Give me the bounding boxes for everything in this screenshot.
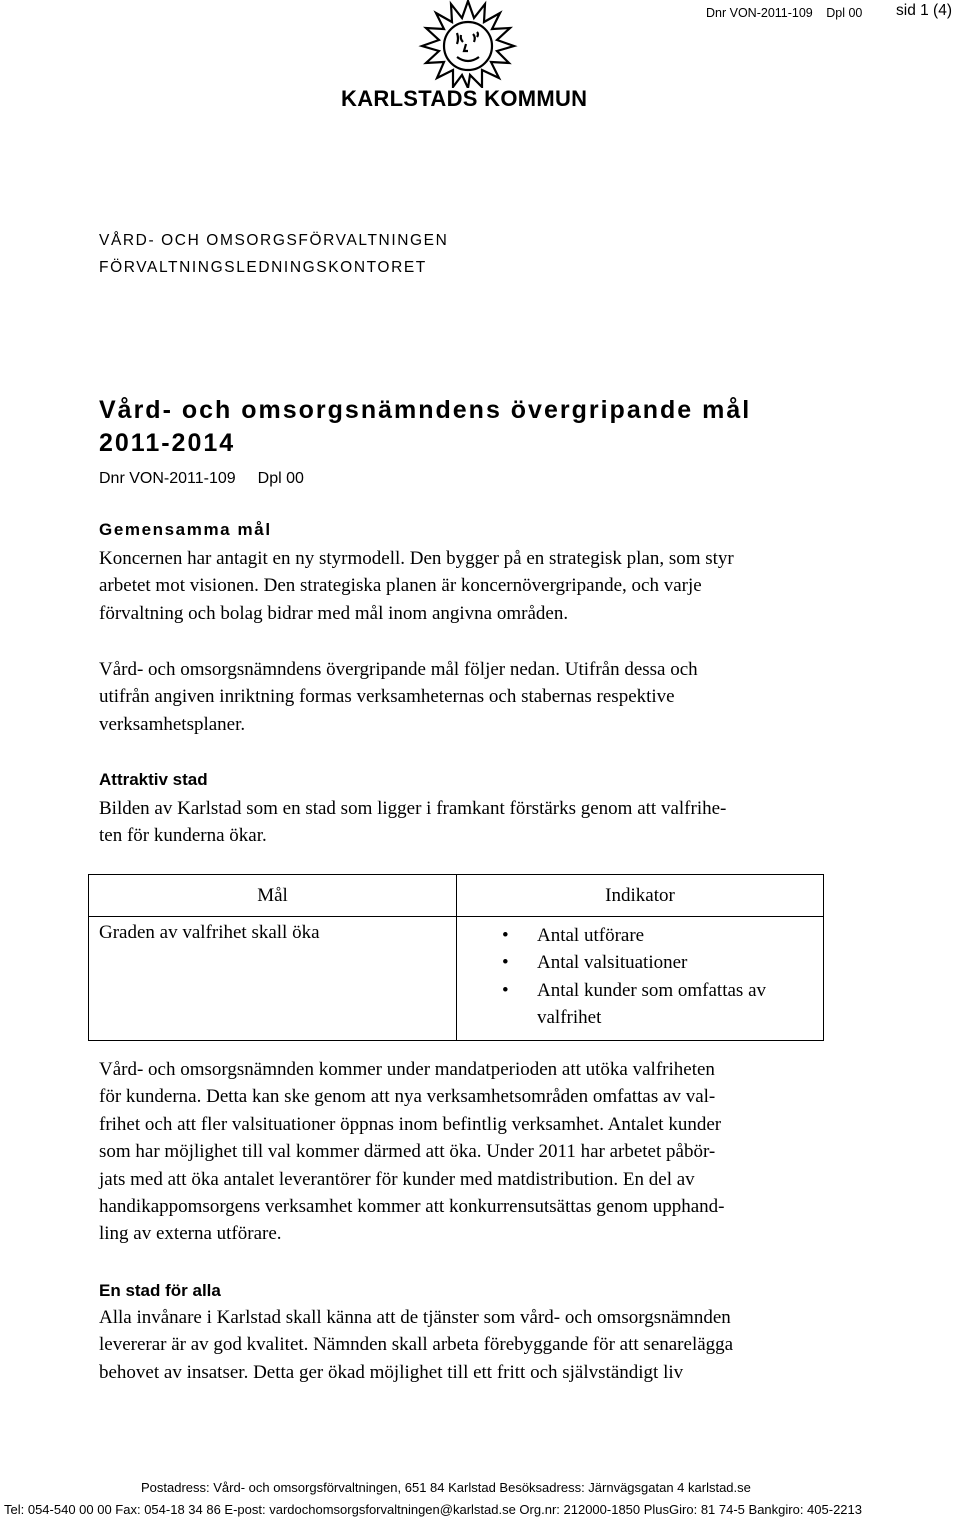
text-line: handikappomsorgens verksamhet kommer att konkurrensutsättas genom upphand-	[99, 1196, 725, 1218]
text-line: förvaltning och bolag bidrar med mål inom angivna områden.	[99, 602, 569, 624]
logo-wordmark: KARLSTADS KOMMUN	[341, 86, 588, 111]
text-line: verksamhetsplaner.	[99, 713, 246, 735]
footer-address: Postadress: Vård- och omsorgsförvaltningen, 651 84 Karlstad Besöksadress: Järnvägsgatan 4 karlstad.se	[141, 1480, 751, 1495]
indicator-text: Antal valsituationer	[537, 952, 688, 974]
list-item	[457, 922, 823, 949]
indicator-text: Antal utförare	[537, 925, 645, 946]
text-line: jats med att öka antalet leverantörer för kunder med matdistribution. En del av	[99, 1168, 695, 1190]
text-line: arbetet mot visionen. Den strategiska planen är koncernövergripande, och varje	[99, 575, 702, 597]
header-dpl: Dpl 00	[826, 6, 863, 20]
column-header-indikator: Indikator	[457, 875, 824, 917]
paragraph-valfrihet	[99, 795, 819, 850]
bullet-icon: •	[502, 952, 509, 974]
text-line: frihet och att fler valsituationer öppnas inom befintlig verksamhet. Antalet kunder	[99, 1113, 722, 1135]
goal-indicator-table	[88, 874, 824, 1041]
text-line: Bilden av Karlstad som en stad som ligger i framkant förstärks genom att valfrihe-	[99, 798, 727, 819]
table-row	[89, 917, 824, 1041]
sun-logo-icon	[413, 0, 523, 88]
document-reference	[99, 470, 304, 488]
text-line: behovet av insatser. Detta ger ökad möjlighet till ett fritt och självständigt liv	[99, 1361, 684, 1383]
list-item	[457, 977, 823, 1032]
paragraph-mandatperioden	[99, 1056, 819, 1248]
department-name: VÅRD- OCH OMSORGSFÖRVALTNINGEN	[99, 232, 449, 249]
text-line: ling av externa utförare.	[99, 1223, 282, 1245]
paragraph-overgripande-mal	[99, 656, 819, 738]
indicator-cell	[457, 917, 824, 1041]
table-header-row	[89, 875, 824, 917]
heading-gemensamma-mal: Gemensamma mål	[99, 520, 272, 539]
list-item	[457, 949, 823, 976]
text-line: för kunderna. Detta kan ske genom att nya verksamhetsområden omfattas av val-	[99, 1086, 716, 1108]
text-line: utifrån angiven inriktning formas verksamheternas och stabernas respektive	[99, 686, 675, 708]
document-title-period: 2011-2014	[99, 429, 236, 457]
column-header-mal: Mål	[89, 875, 457, 917]
text-line: Koncernen har antagit en ny styrmodell. Den bygger på en strategisk plan, som styr	[99, 548, 734, 569]
heading-attraktiv-stad: Attraktiv stad	[99, 770, 208, 789]
indicator-text: valfrihet	[537, 1007, 602, 1029]
text-line: ten för kunderna ökar.	[99, 825, 267, 847]
text-line: levererar är av god kvalitet. Nämnden skall arbeta förebyggande för att senarelägga	[99, 1334, 734, 1356]
document-title: Vård- och omsorgsnämndens övergripande mål	[99, 396, 752, 424]
document-dpl: Dpl 00	[257, 470, 304, 487]
text-line: Vård- och omsorgsnämndens övergripande mål följer nedan. Utifrån dessa och	[99, 659, 698, 680]
header-dnr: Dnr VON-2011-109	[706, 6, 813, 20]
indicator-list	[457, 922, 823, 1032]
document-dnr: Dnr VON-2011-109	[99, 470, 236, 487]
goal-cell: Graden av valfrihet skall öka	[89, 917, 457, 1041]
text-line: Vård- och omsorgsnämnden kommer under mandatperioden att utöka valfriheten	[99, 1059, 715, 1080]
heading-en-stad-for-alla: En stad för alla	[99, 1281, 221, 1300]
paragraph-styrmodell	[99, 545, 819, 627]
indicator-text: Antal kunder som omfattas av	[537, 979, 767, 1001]
text-line: Alla invånare i Karlstad skall känna att de tjänster som vård- och omsorgsnämnden	[99, 1307, 731, 1328]
bullet-icon: •	[502, 979, 509, 1001]
paragraph-kvalitet	[99, 1304, 819, 1386]
office-name: FÖRVALTNINGSLEDNINGSKONTORET	[99, 259, 427, 276]
footer-contact: Tel: 054-540 00 00 Fax: 054-18 34 86 E-post: vardochomsorgsforvaltningen@karlstad.se Org.nr: 212000-1850 PlusGiro: 81 74-5 Bankgiro: 405-2213	[4, 1502, 862, 1517]
header-meta	[706, 6, 872, 20]
page-number: sid 1 (4)	[896, 2, 952, 19]
bullet-icon: •	[502, 925, 509, 946]
text-line: som har möjlighet till val kommer därmed att öka. Under 2011 har arbetet påbör-	[99, 1141, 716, 1163]
